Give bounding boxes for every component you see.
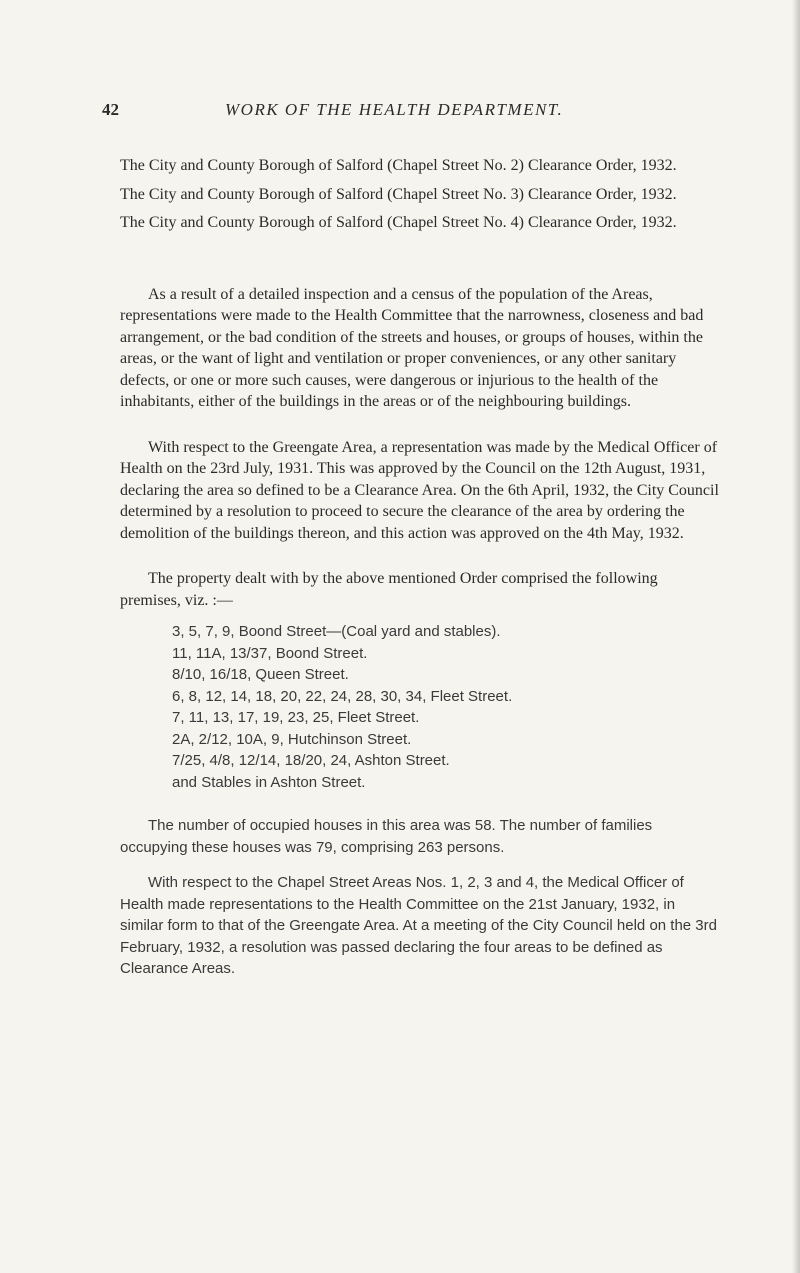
premises-item: 3, 5, 7, 9, Boond Street—(Coal yard and stables). (172, 623, 501, 640)
premises-item: and Stables in Ashton Street. (172, 773, 366, 791)
running-title: WORK OF THE HEALTH DEPARTMENT. (225, 100, 564, 119)
property-intro-paragraph: The property dealt with by the above mentioned Order comprised the following premises, viz. :— (120, 570, 658, 609)
greengate-paragraph: With respect to the Greengate Area, a representation was made by the Medical Officer of Health on the 23rd July, 1931. This was approved by the Council on the 12th August, 1931, declaring the area so defined to be a Clearance Area. On the 6th April, 1932, the City Council determined by a resolution to proceed to secure the clearance of the area by ordering the demolition of the buildings thereon, and this action was approved on the 4th May, 1932. (120, 438, 719, 542)
inspection-paragraph: As a result of a detailed inspection and a census of the population of the Areas, representations were made to the Health Committee that the narrowness, closeness and bad arrangement, or the bad condition of the streets and houses, or groups of houses, within the areas, or the want of light and ventilation or proper conveniences, or any other sanitary defects, or one or more such causes, were dangerous or injurious to the health of the inhabitants, either of the buildings in the areas or of the neighbouring buildings. (120, 285, 704, 410)
clearance-order-item: The City and County Borough of Salford (Chapel Street No. 4) Clearance Order, 1932. (120, 214, 677, 231)
clearance-order-item: The City and County Borough of Salford (Chapel Street No. 3) Clearance Order, 1932. (120, 185, 677, 203)
premises-item: 6, 8, 12, 14, 18, 20, 22, 24, 28, 30, 34, Fleet Street. (172, 687, 513, 705)
clearance-orders-list (120, 155, 720, 234)
page-edge-shadow (792, 0, 800, 1273)
page-header (0, 100, 800, 128)
premises-item: 7/25, 4/8, 12/14, 18/20, 24, Ashton Street. (172, 752, 450, 769)
page-number: 42 (102, 100, 119, 119)
occupied-houses-paragraph: The number of occupied houses in this area was 58. The number of families occupying these houses was 79, comprising 263 persons. (120, 817, 653, 856)
premises-item: 7, 11, 13, 17, 19, 23, 25, Fleet Street. (172, 709, 420, 726)
clearance-order-item: The City and County Borough of Salford (Chapel Street No. 2) Clearance Order, 1932. (120, 157, 677, 174)
chapel-street-paragraph: With respect to the Chapel Street Areas Nos. 1, 2, 3 and 4, the Medical Officer of Health made representations to the Health Committee on the 21st January, 1932, in similar form to that of the Greengate Area. At a meeting of the City Council held on the 3rd February, 1932, a resolution was passed declaring the four areas to be defined as Clearance Areas. (120, 874, 717, 977)
page-body (120, 155, 720, 994)
premises-item: 2A, 2/12, 10A, 9, Hutchinson Street. (172, 730, 412, 748)
premises-item: 11, 11A, 13/37, Boond Street. (172, 644, 368, 662)
premises-item: 8/10, 16/18, Queen Street. (172, 666, 349, 683)
premises-list (172, 621, 720, 793)
